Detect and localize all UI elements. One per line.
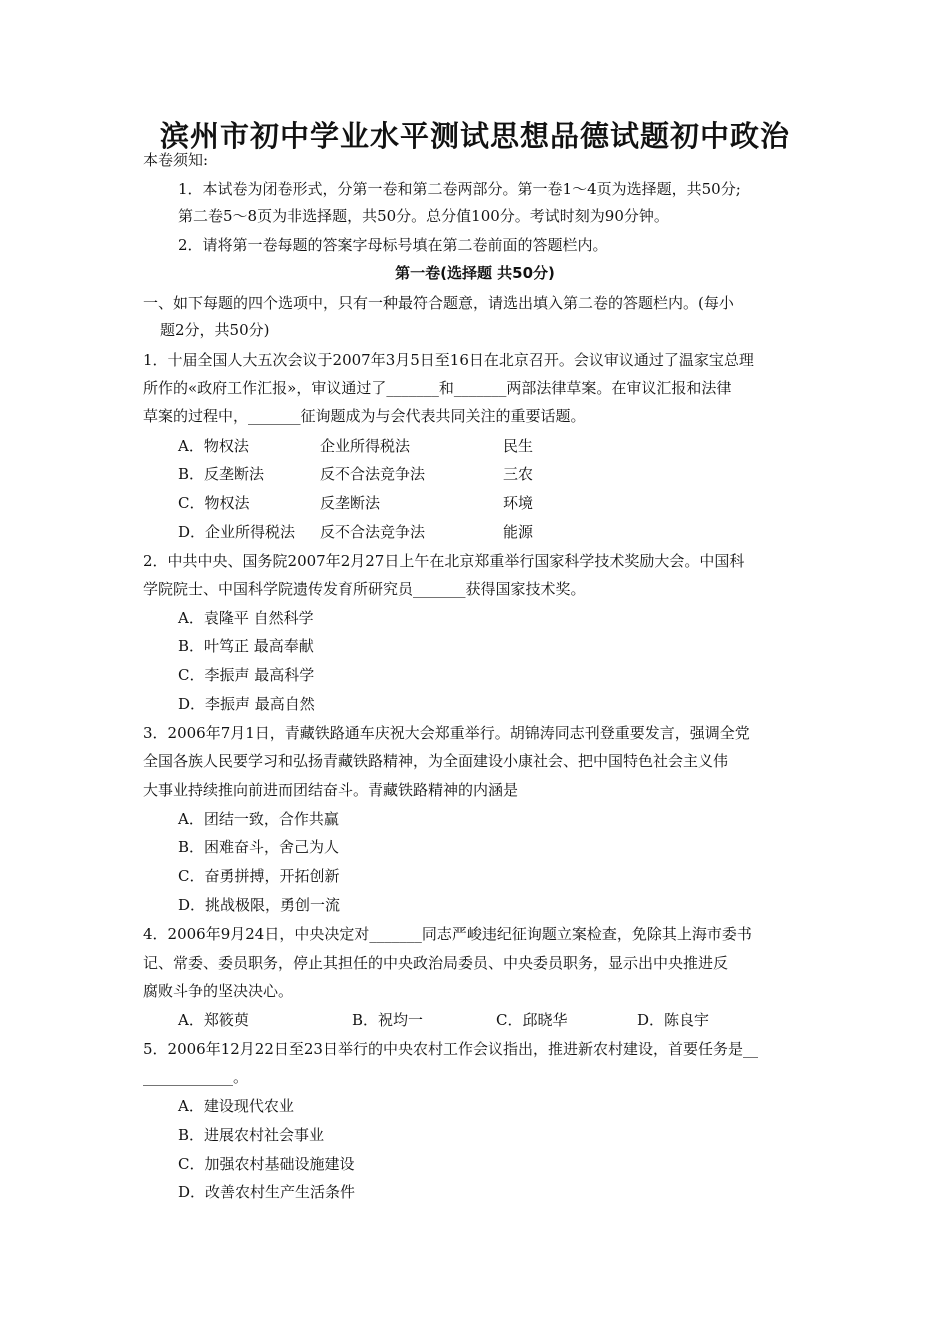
q1-option-d-1: D．企业所得税法 — [178, 523, 296, 541]
q4-option-c: C．邱晓华 — [496, 1011, 568, 1029]
q1-option-c-3: 环境 — [503, 494, 534, 512]
q1-option-a-2: 企业所得税法 — [320, 437, 411, 455]
question-3-line-1: 3．2006年7月1日，青藏铁路通车庆祝大会郑重举行。胡锦涛同志刊登重要发言，强调全党 — [143, 724, 750, 742]
q2-option-b: B．叶笃正 最高奉献 — [178, 637, 314, 655]
notice-item-1-line-2: 第二卷5～8页为非选择题，共50分。总分值100分。考试时刻为90分钟。 — [178, 207, 669, 225]
q1-option-a-3: 民生 — [503, 437, 534, 455]
q5-option-a: A．建设现代农业 — [178, 1097, 294, 1115]
question-2-line-2: 学院院士、中国科学院遗传发育所研究员_______获得国家技术奖。 — [143, 580, 586, 598]
notice-item-1-line-1: 1．本试卷为闭卷形式，分第一卷和第二卷两部分。第一卷1～4页为选择题，共50分; — [178, 180, 741, 198]
q5-option-d: D．改善农村生产生活条件 — [178, 1183, 356, 1201]
q1-option-b-2: 反不合法竞争法 — [320, 465, 426, 483]
question-5-line-2: ____________。 — [143, 1068, 249, 1086]
q1-option-b-3: 三农 — [503, 465, 534, 483]
q1-option-c-2: 反垄断法 — [320, 494, 381, 512]
q5-option-c: C．加强农村基础设施建设 — [178, 1155, 355, 1173]
q1-option-a-1: A．物权法 — [178, 437, 249, 455]
q3-option-b: B．困难奋斗，舍己为人 — [178, 838, 340, 856]
question-1-line-3: 草案的过程中，_______征询题成为与会代表共同关注的重要话题。 — [143, 407, 586, 425]
q4-option-a: A．郑筱萸 — [178, 1011, 249, 1029]
question-4-line-2: 记、常委、委员职务，停止其担任的中央政治局委员、中央委员职务，显示出中央推进反 — [143, 954, 729, 972]
q5-option-b: B．进展农村社会事业 — [178, 1126, 325, 1144]
question-4-line-1: 4．2006年9月24日，中央决定对_______同志严峻违纪征询题立案检查，免除其上海市委书 — [143, 925, 752, 943]
q1-option-c-1: C．物权法 — [178, 494, 250, 512]
instruction-line-2: 题2分，共50分) — [160, 321, 270, 339]
question-1-line-2: 所作的«政府工作汇报»，审议通过了_______和_______两部法律草案。在审议汇报和法律 — [143, 379, 732, 397]
q1-option-b-1: B．反垄断法 — [178, 465, 265, 483]
question-5-line-1: 5．2006年12月22日至23日举行的中央农村工作会议指出，推进新农村建设，首要任务是__ — [143, 1040, 758, 1058]
question-2-line-1: 2．中共中央、国务院2007年2月27日上午在北京郑重举行国家科学技术奖励大会。中国科 — [143, 552, 745, 570]
question-3-line-3: 大事业持续推向前进而团结奋斗。青藏铁路精神的内涵是 — [143, 781, 519, 799]
instruction-line-1: 一、如下每题的四个选项中，只有一种最符合题意，请选出填入第二卷的答题栏内。(每小 — [143, 294, 734, 312]
section-title: 第一卷(选择题 共50分) — [395, 264, 555, 282]
q4-option-d: D．陈良宇 — [637, 1011, 710, 1029]
q4-option-b: B．祝均一 — [352, 1011, 424, 1029]
question-4-line-3: 腐败斗争的坚决决心。 — [143, 982, 294, 1000]
q2-option-c: C．李振声 最高科学 — [178, 666, 315, 684]
q3-option-a: A．团结一致，合作共赢 — [178, 810, 339, 828]
question-3-line-2: 全国各族人民要学习和弘扬青藏铁路精神，为全面建设小康社会、把中国特色社会主义伟 — [143, 752, 729, 770]
q2-option-a: A．袁隆平 自然科学 — [178, 609, 314, 627]
notice-item-2: 2．请将第一卷每题的答案字母标号填在第二卷前面的答题栏内。 — [178, 236, 608, 254]
q1-option-d-2: 反不合法竞争法 — [320, 523, 426, 541]
q2-option-d: D．李振声 最高自然 — [178, 695, 315, 713]
q3-option-c: C．奋勇拼搏，开拓创新 — [178, 867, 340, 885]
notice-heading: 本卷须知: — [143, 151, 209, 169]
q3-option-d: D．挑战极限，勇创一流 — [178, 896, 341, 914]
q1-option-d-3: 能源 — [503, 523, 534, 541]
question-1-line-1: 1．十届全国人大五次会议于2007年3月5日至16日在北京召开。会议审议通过了温家宝总理 — [143, 351, 754, 369]
page-title: 滨州市初中学业水平测试思想品德试题初中政治 — [159, 119, 790, 153]
